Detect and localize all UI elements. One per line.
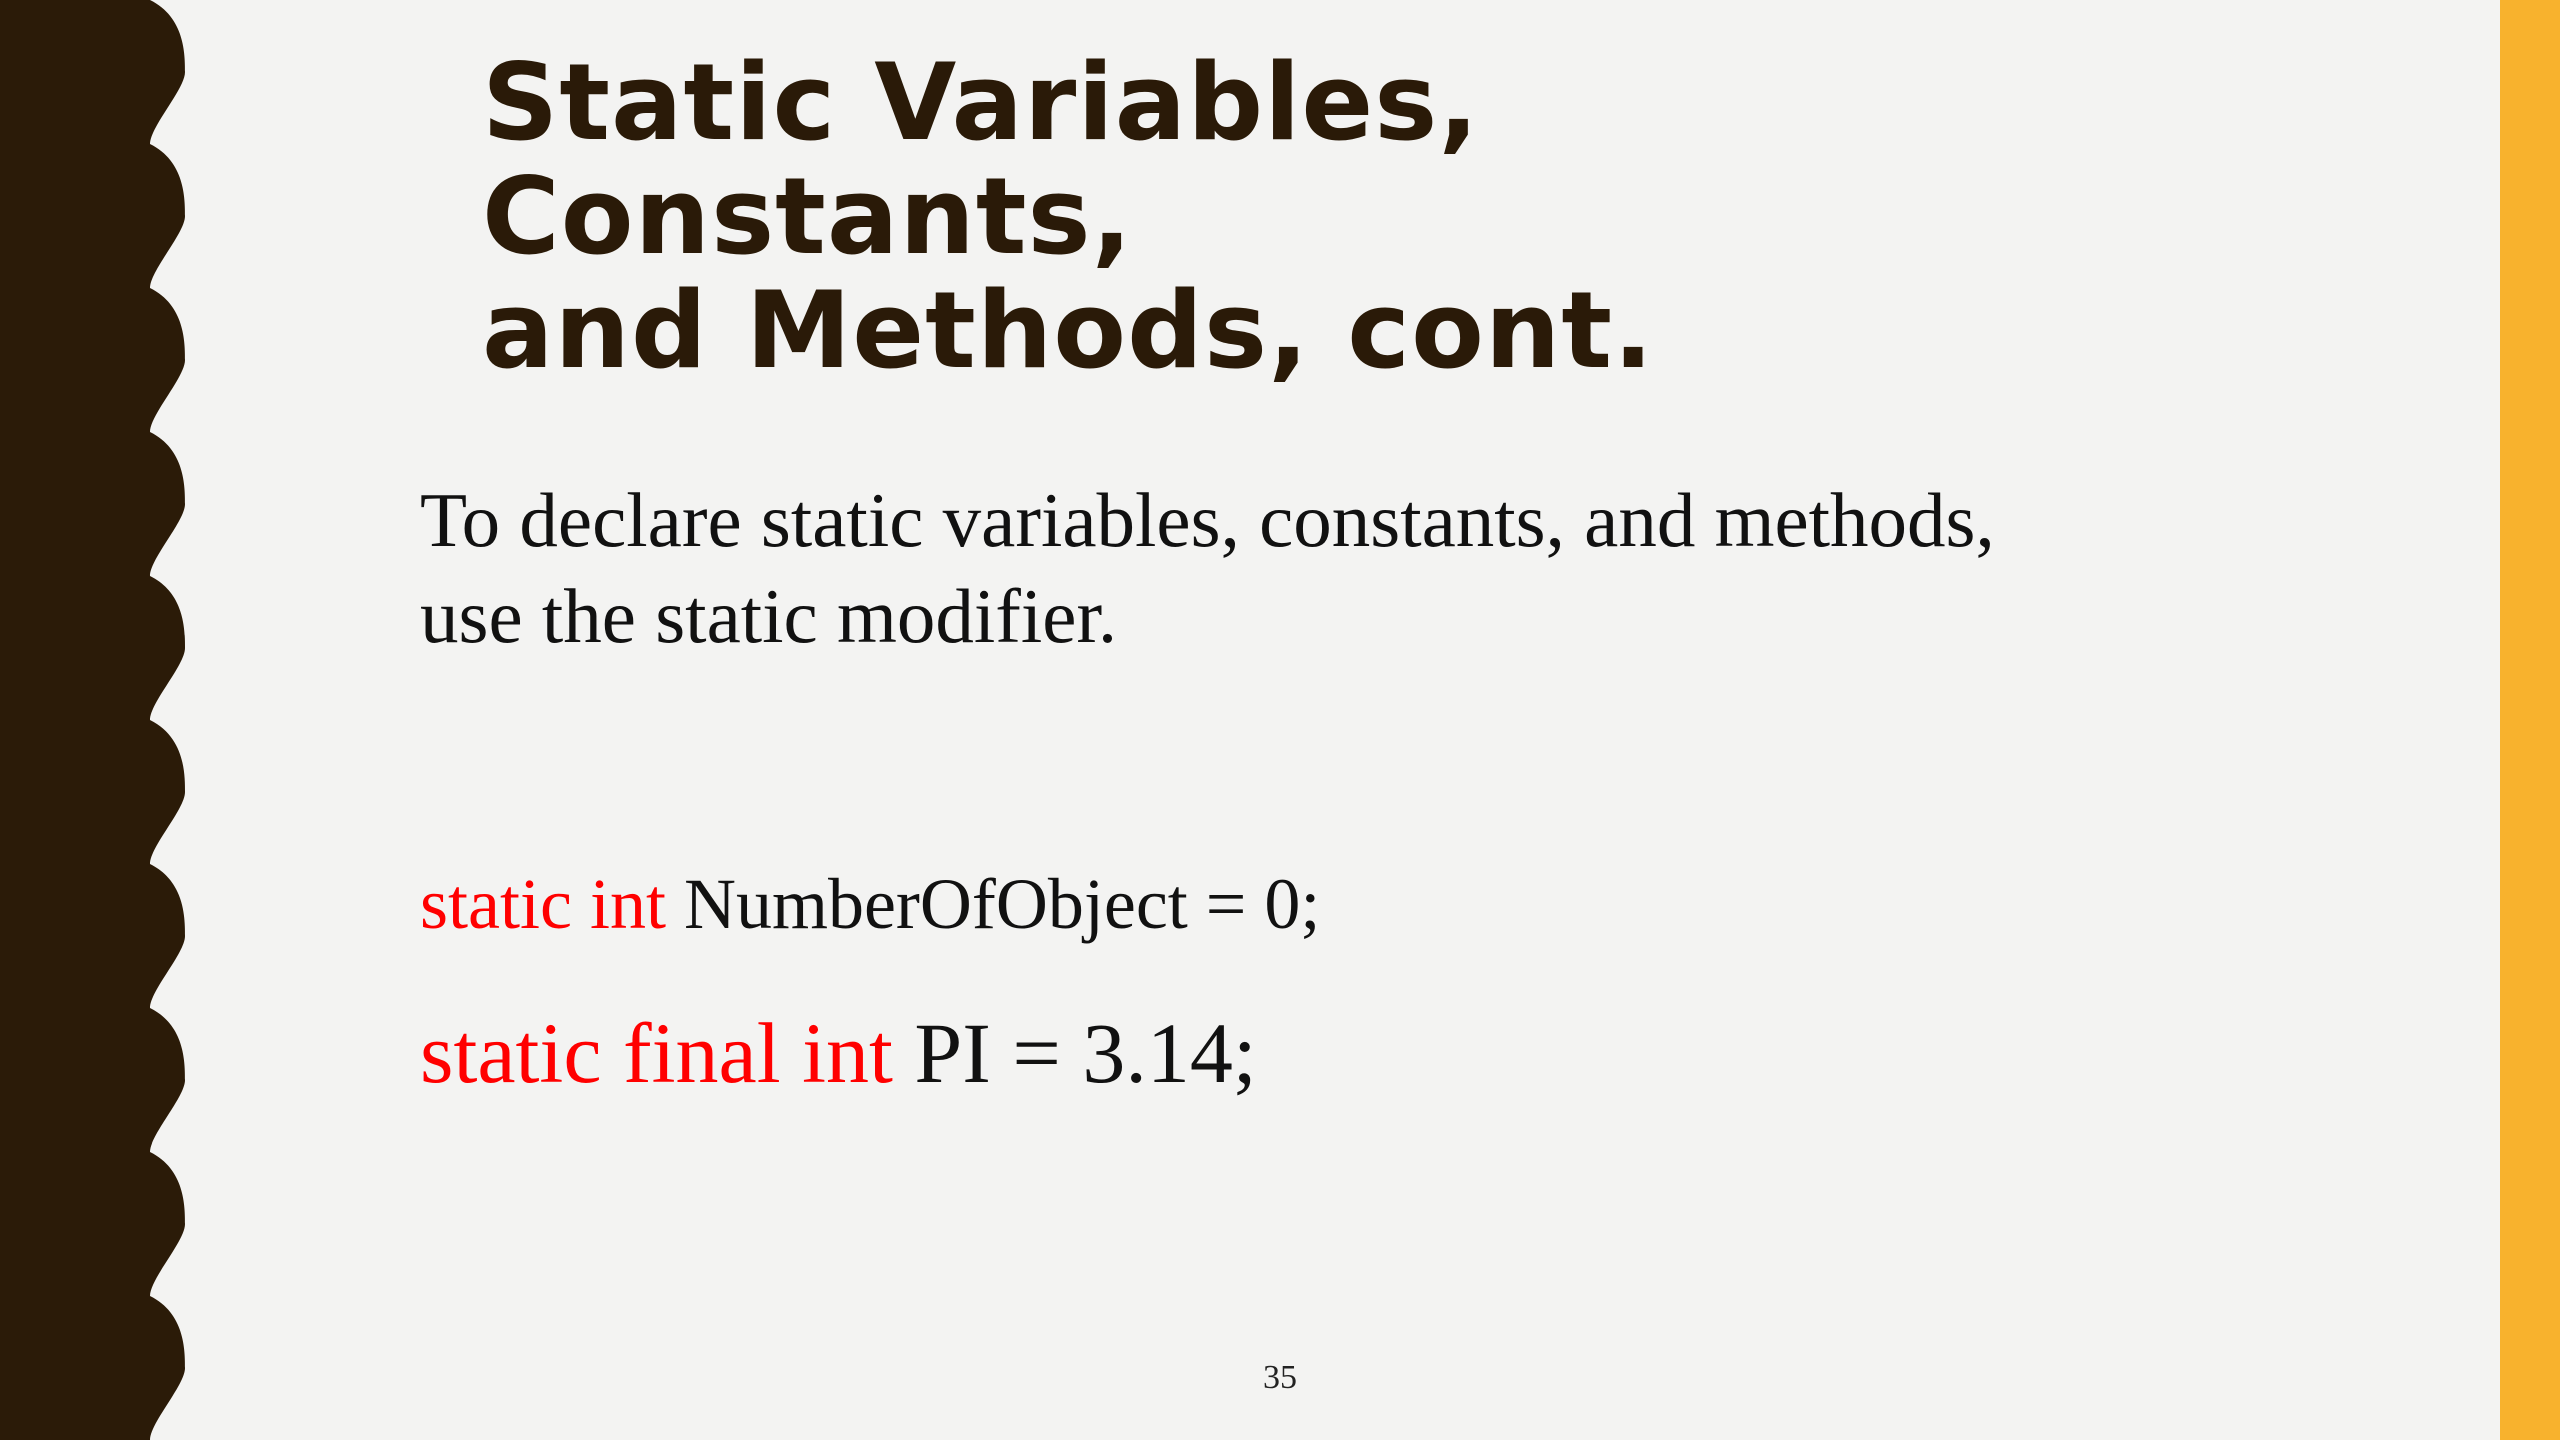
- static-final-int-keywords: static final int: [420, 1005, 893, 1101]
- page-number: 35: [1263, 1359, 1297, 1396]
- static-constant-code-line: [420, 998, 1257, 1108]
- number-of-object-code: NumberOfObject = 0;: [665, 864, 1321, 944]
- static-int-keywords: static int: [420, 864, 666, 944]
- right-accent-bar: [2500, 0, 2560, 1440]
- wavy-left-border: [0, 0, 200, 1440]
- title-line-2: and Methods, cont.: [482, 269, 1655, 392]
- title-line-1: Static Variables, Constants,: [482, 41, 1480, 278]
- body-line-1: To declare static variables, constants, and methods,: [420, 477, 1995, 563]
- slide-body-text: [420, 472, 2220, 664]
- pi-code: PI = 3.14;: [892, 1005, 1257, 1101]
- body-line-2: use the static modifier.: [420, 573, 1118, 659]
- static-variable-code-line: [420, 858, 1320, 950]
- slide-title: [482, 41, 1982, 392]
